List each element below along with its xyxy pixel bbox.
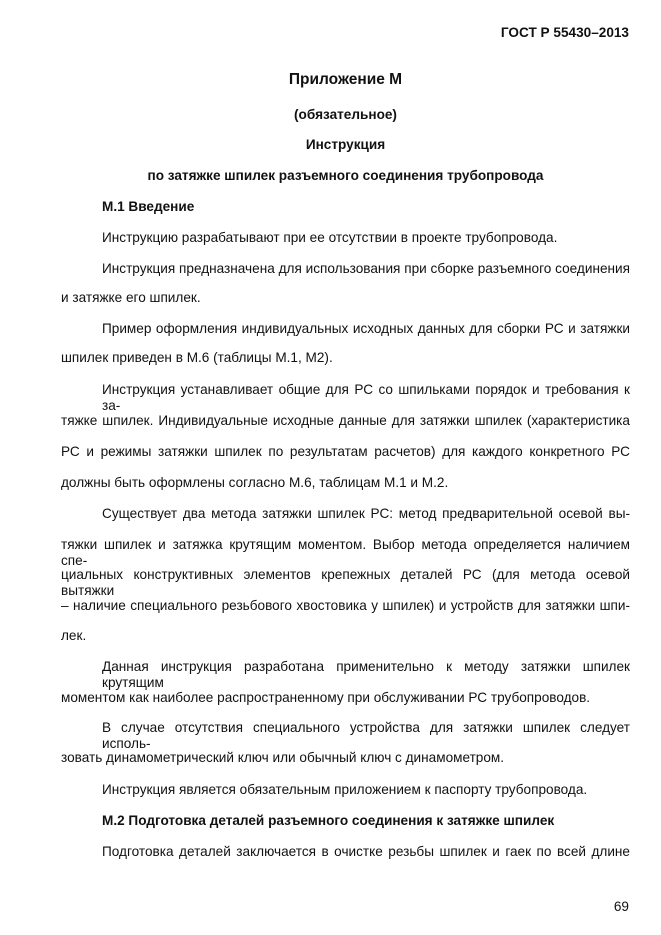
paragraph-line: Данная инструкция разработана применительно к методу затяжки шпилек крутящим [102, 659, 630, 690]
paragraph-line: и затяжке его шпилек. [61, 290, 201, 305]
paragraph-line: тяжке шпилек. Индивидуальные исходные данные для затяжки шпилек (характеристика [61, 413, 630, 428]
paragraph-line: Существует два метода затяжки шпилек РС: метод предварительной осевой вы- [102, 506, 630, 521]
section-2-heading: М.2 Подготовка деталей разъемного соединения к затяжке шпилек [102, 813, 555, 828]
paragraph-line: должны быть оформлены согласно М.6, таблицам М.1 и М.2. [61, 475, 449, 490]
paragraph-line: – наличие специального резьбового хвостовика у шпилек) и устройств для затяжки шпи- [61, 598, 630, 613]
page-number: 69 [613, 899, 629, 914]
paragraph-line: моментом как наиболее распространенному при обслуживании РС трубопроводов. [61, 690, 591, 705]
paragraph-line: Инструкция является обязательным приложением к паспорту трубопровода. [102, 782, 588, 797]
paragraph-line: Инструкция предназначена для использования при сборке разъемного соединения [102, 261, 630, 276]
paragraph-line: Пример оформления индивидуальных исходных данных для сборки РС и затяжки [102, 321, 630, 336]
paragraph-line: зовать динамометрический ключ или обычный ключ с динамометром. [61, 750, 505, 765]
paragraph-line: РС и режимы затяжки шпилек по результатам расчетов) для каждого конкретного РС [61, 444, 630, 459]
paragraph-line: В случае отсутствия специального устройства для затяжки шпилек следует исполь- [102, 720, 630, 751]
appendix-doc-name: Инструкция [305, 137, 386, 152]
section-1-heading: М.1 Введение [102, 199, 195, 214]
paragraph-line: шпилек приведен в М.6 (таблицы М.1, М2). [61, 350, 333, 365]
appendix-title: Приложение М [288, 71, 403, 88]
paragraph-line: циальных конструктивных элементов крепежных деталей РС (для метода осевой вытяжки [61, 567, 630, 598]
paragraph-line: Инструкция устанавливает общие для РС со шпильками порядок и требования к за- [102, 382, 630, 413]
paragraph-line: тяжки шпилек и затяжка крутящим моментом. Выбор метода определяется наличием спе- [61, 537, 630, 568]
paragraph-line: Инструкцию разрабатывают при ее отсутствии в проекте трубопровода. [102, 230, 558, 245]
appendix-subject: по затяжке шпилек разъемного соединения трубопровода [147, 168, 544, 183]
header-standard-code: ГОСТ Р 55430–2013 [500, 25, 629, 40]
appendix-status: (обязательное) [294, 107, 397, 122]
paragraph-line: Подготовка деталей заключается в очистке резьбы шпилек и гаек по всей длине [102, 844, 630, 859]
paragraph-line: лек. [61, 628, 87, 643]
